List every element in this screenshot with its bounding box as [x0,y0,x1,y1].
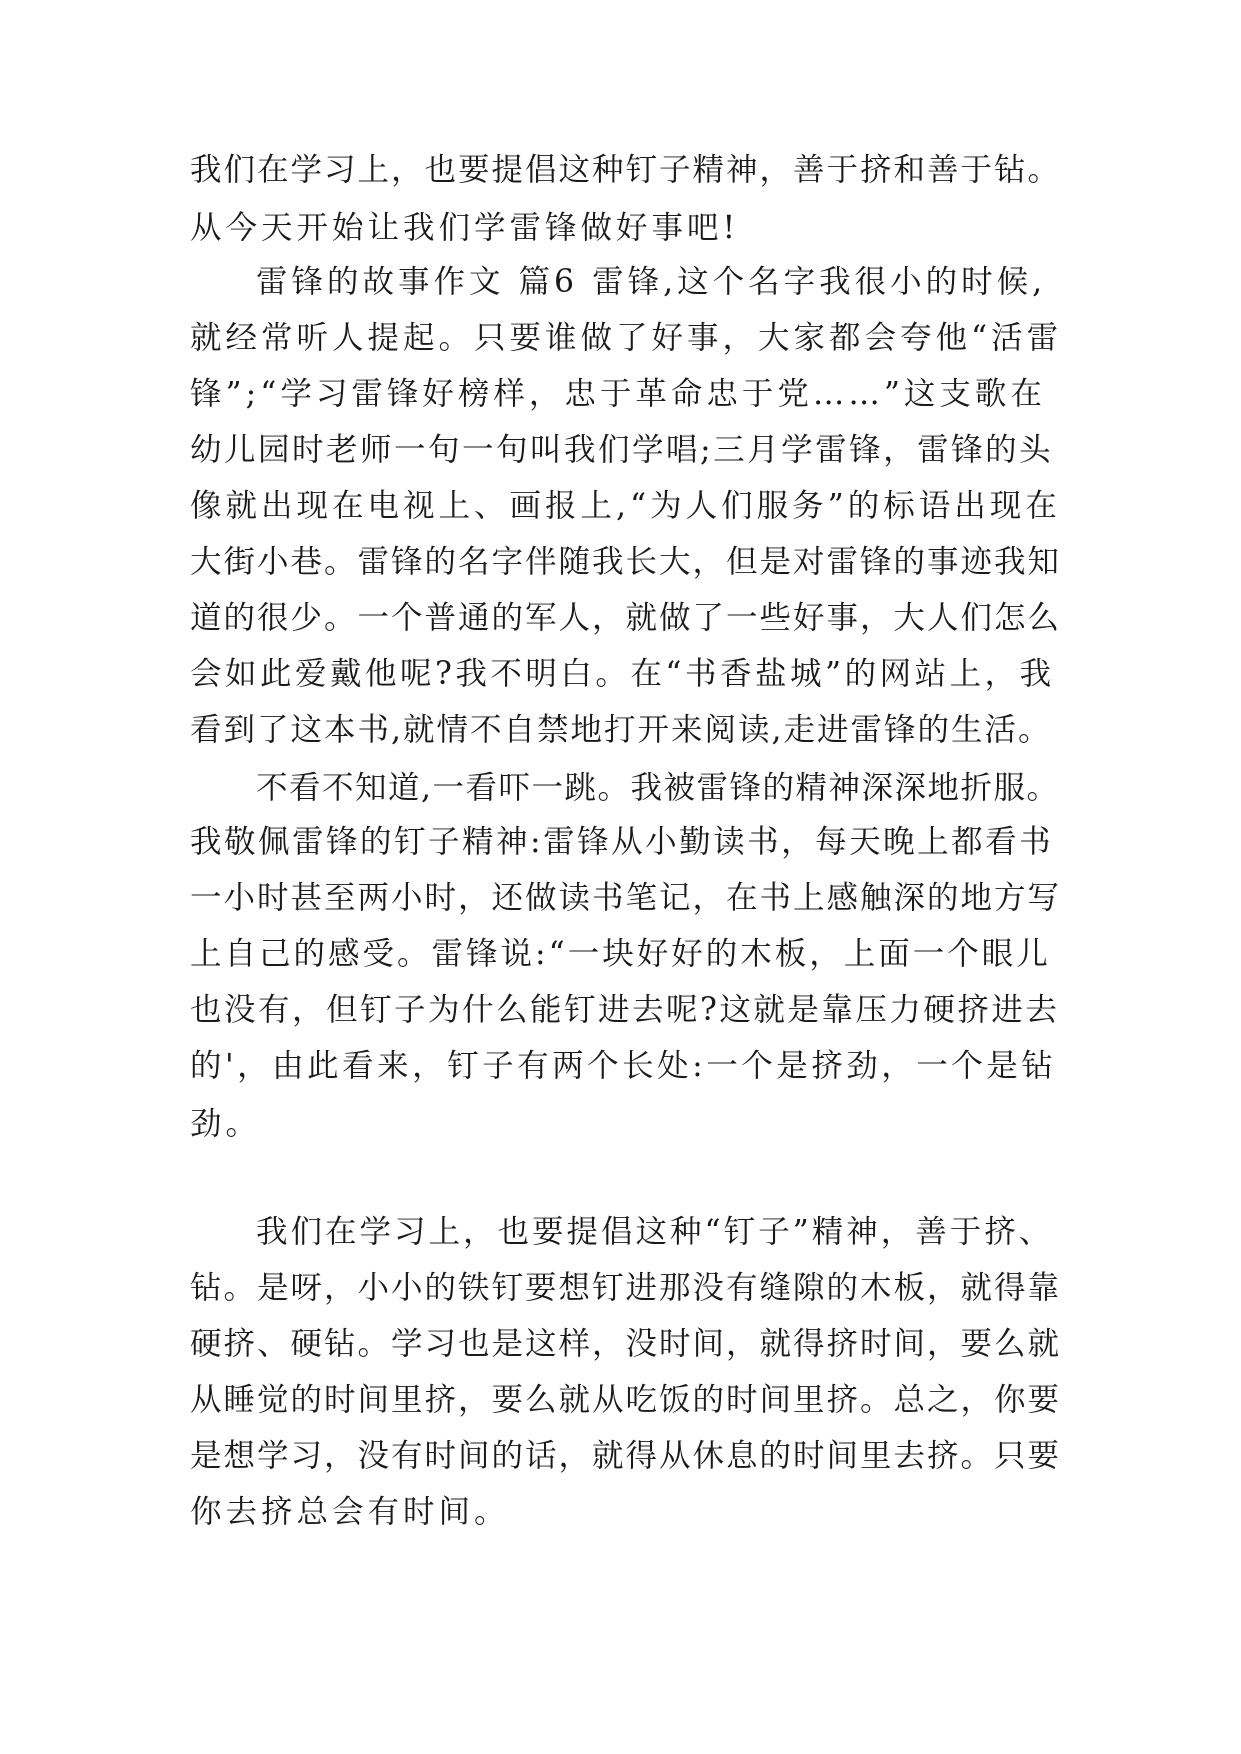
text-line: 从睡觉的时间里挤，要么就从吃饭的时间里挤。总之，你要 [190,1382,1062,1418]
paragraph-first-line: 我们在学习上，也要提倡这种“钉子”精神，善于挤、 [256,1214,1054,1250]
text-line: 幼儿园时老师一句一句叫我们学唱;三月学雷锋，雷锋的头 [190,432,1054,468]
text-line: 我敬佩雷锋的钉子精神:雷锋从小勤读书，每天晚上都看书 [190,824,1054,860]
text-line: 也没有，但钉子为什么能钉进去呢?这就是靠压力硬挤进去 [190,992,1060,1028]
text-line: 大街小巷。雷锋的名字伴随我长大，但是对雷锋的事迹我知 [190,544,1062,580]
text-line: 看到了这本书,就情不自禁地打开来阅读,走进雷锋的生活。 [190,712,1052,748]
text-line: 你去挤总会有时间。 [190,1494,510,1530]
section-heading-line: 雷锋的故事作文 篇6 雷锋,这个名字我很小的时候, [256,264,1047,300]
text-line: 像就出现在电视上、画报上,“为人们服务”的标语出现在 [190,488,1061,524]
text-line: 劲。 [190,1106,262,1142]
text-line: 从今天开始让我们学雷锋做好事吧! [190,210,740,246]
text-line: 会如此爱戴他呢?我不明白。在“书香盐城”的网站上，我 [190,656,1055,692]
text-line: 我们在学习上，也要提倡这种钉子精神，善于挤和善于钻。 [190,152,1062,188]
paragraph-first-line: 不看不知道,一看吓一跳。我被雷锋的精神深深地折服。 [256,770,1060,806]
text-line: 道的很少。一个普通的军人，就做了一些好事，大人们怎么 [190,600,1062,636]
text-line: 就经常听人提起。只要谁做了好事，大家都会夸他“活雷 [190,320,1063,356]
text-line: 钻。是呀，小小的铁钉要想钉进那没有缝隙的木板，就得靠 [190,1270,1062,1306]
text-line: 硬挤、硬钻。学习也是这样，没时间，就得挤时间，要么就 [190,1326,1062,1362]
text-line: 是想学习，没有时间的话，就得从休息的时间里去挤。只要 [190,1438,1062,1474]
text-line: 的'，由此看来，钉子有两个长处:一个是挤劲，一个是钻 [190,1048,1057,1084]
text-line: 上自己的感受。雷锋说:“一块好好的木板，上面一个眼儿 [190,936,1051,972]
text-line: 锋”;“学习雷锋好榜样，忠于革命忠于党……”这支歌在 [190,376,1046,412]
text-line: 一小时甚至两小时，还做读书笔记，在书上感触深的地方写 [190,880,1062,916]
